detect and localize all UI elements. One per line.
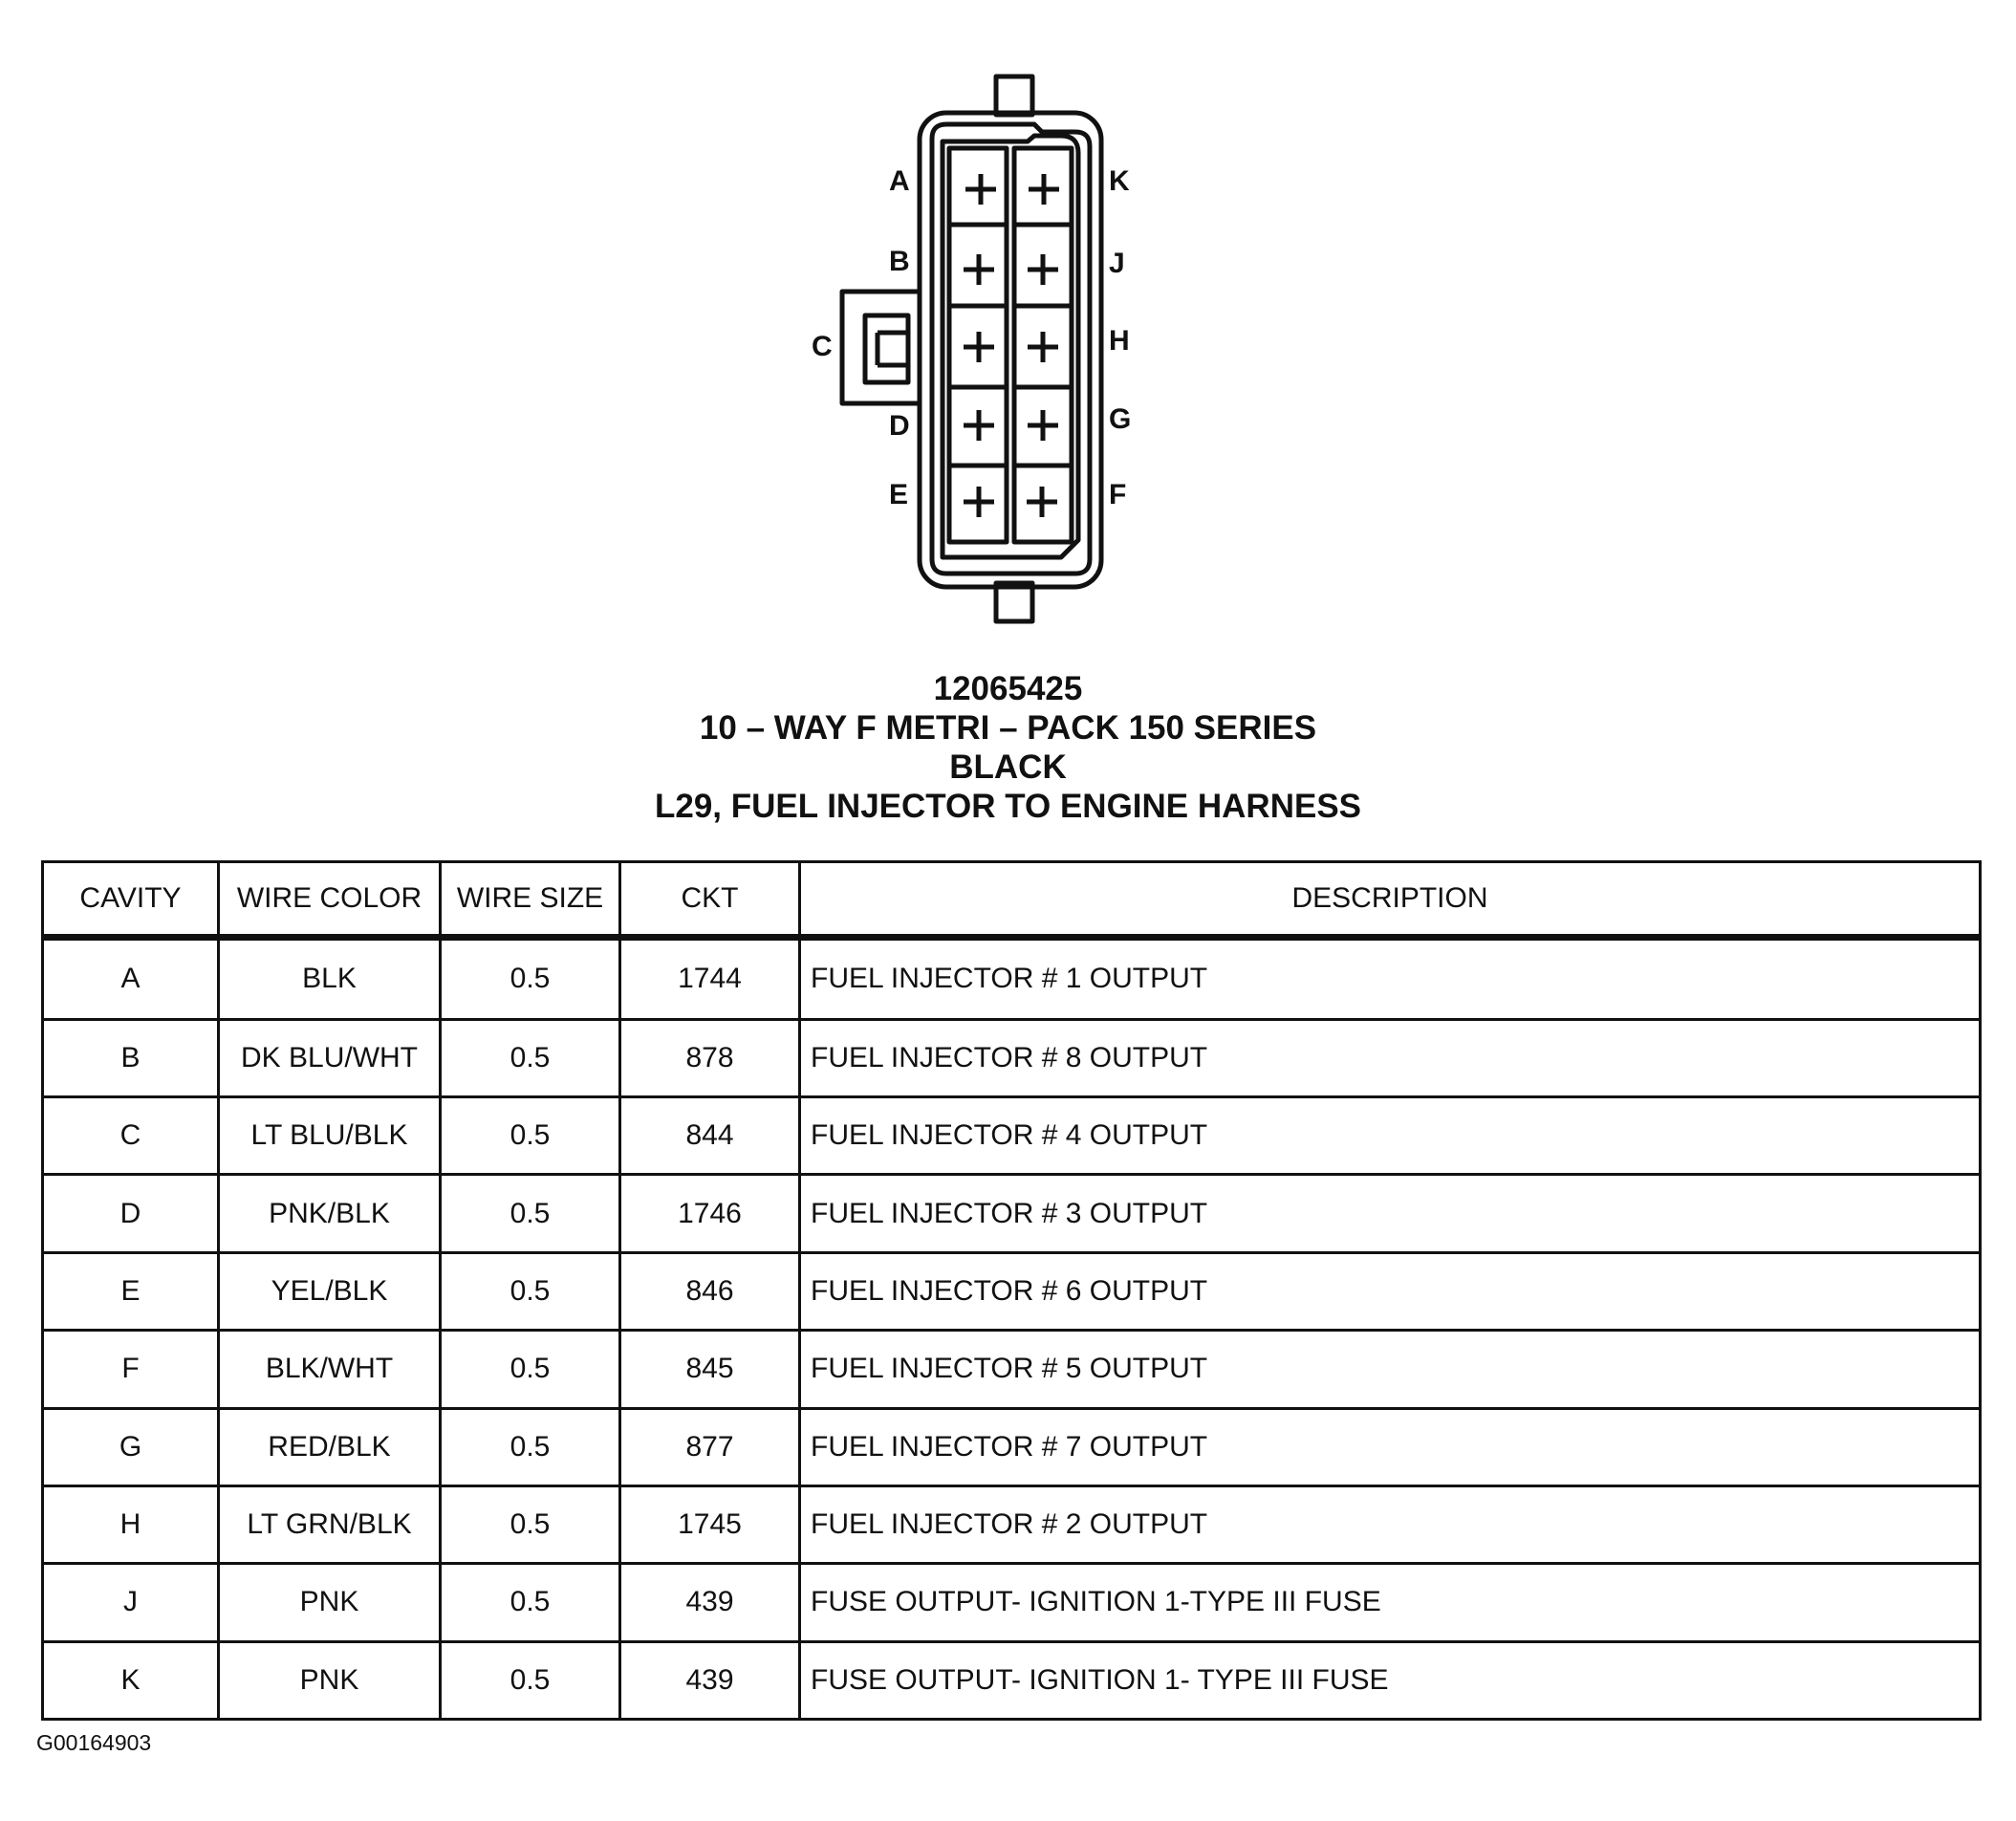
header-cavity: CAVITY bbox=[43, 862, 219, 938]
cell-cavity: E bbox=[43, 1252, 219, 1330]
pin-label-d: D bbox=[889, 410, 910, 442]
cell-ckt: 845 bbox=[620, 1331, 800, 1408]
figure-id: G00164903 bbox=[36, 1730, 152, 1755]
cell-description: FUEL INJECTOR # 5 OUTPUT bbox=[800, 1331, 1981, 1408]
cell-cavity: C bbox=[43, 1097, 219, 1175]
cell-wire-color: PNK/BLK bbox=[219, 1175, 441, 1252]
pin-label-j: J bbox=[1109, 248, 1125, 279]
table-row bbox=[43, 1331, 1981, 1408]
cell-description: FUEL INJECTOR # 4 OUTPUT bbox=[800, 1097, 1981, 1175]
connector-inner-housing bbox=[932, 124, 1090, 574]
cell-description: FUEL INJECTOR # 8 OUTPUT bbox=[800, 1019, 1981, 1096]
pin-label-c: C bbox=[812, 331, 833, 362]
cell-ckt: 877 bbox=[620, 1408, 800, 1485]
cell-wire-color: DK BLU/WHT bbox=[219, 1019, 441, 1096]
table-row bbox=[43, 1252, 1981, 1330]
table-row bbox=[43, 1485, 1981, 1563]
table-row bbox=[43, 1641, 1981, 1719]
cell-description: FUEL INJECTOR # 6 OUTPUT bbox=[800, 1252, 1981, 1330]
header-ckt: CKT bbox=[620, 862, 800, 938]
table-header-row bbox=[43, 862, 1981, 938]
cell-wire-size: 0.5 bbox=[441, 1408, 620, 1485]
pin-label-f: F bbox=[1109, 479, 1127, 510]
cell-wire-color: BLK/WHT bbox=[219, 1331, 441, 1408]
table-row bbox=[43, 1175, 1981, 1252]
cell-description: FUSE OUTPUT- IGNITION 1-TYPE III FUSE bbox=[800, 1564, 1981, 1641]
header-wire-color: WIRE COLOR bbox=[219, 862, 441, 938]
cell-wire-color: LT GRN/BLK bbox=[219, 1485, 441, 1563]
cell-cavity: H bbox=[43, 1485, 219, 1563]
cell-wire-color: PNK bbox=[219, 1641, 441, 1719]
cell-ckt: 878 bbox=[620, 1019, 800, 1096]
cell-description: FUEL INJECTOR # 2 OUTPUT bbox=[800, 1485, 1981, 1563]
table-row bbox=[43, 1019, 1981, 1096]
connector-usage: L29, FUEL INJECTOR TO ENGINE HARNESS bbox=[654, 788, 1362, 825]
connector-top-latch bbox=[996, 76, 1032, 115]
connector-series: 10 – WAY F METRI – PACK 150 SERIES bbox=[699, 709, 1317, 747]
table-row bbox=[43, 1097, 1981, 1175]
pin-label-h: H bbox=[1109, 325, 1130, 357]
cell-cavity: K bbox=[43, 1641, 219, 1719]
part-number: 12065425 bbox=[933, 670, 1083, 707]
cell-description: FUEL INJECTOR # 3 OUTPUT bbox=[800, 1175, 1981, 1252]
table-row bbox=[43, 1564, 1981, 1641]
cell-ckt: 1746 bbox=[620, 1175, 800, 1252]
cell-cavity: G bbox=[43, 1408, 219, 1485]
table-row bbox=[43, 1408, 1981, 1485]
connector-diagram bbox=[0, 0, 2016, 650]
cell-wire-color: YEL/BLK bbox=[219, 1252, 441, 1330]
cell-wire-color: PNK bbox=[219, 1564, 441, 1641]
connector-title-block bbox=[0, 669, 2016, 826]
cell-ckt: 846 bbox=[620, 1252, 800, 1330]
cell-cavity: B bbox=[43, 1019, 219, 1096]
cell-wire-size: 0.5 bbox=[441, 938, 620, 1020]
pin-label-a: A bbox=[889, 165, 910, 197]
cell-wire-size: 0.5 bbox=[441, 1019, 620, 1096]
cell-wire-size: 0.5 bbox=[441, 1485, 620, 1563]
pinout-table bbox=[41, 860, 1982, 1721]
pin-label-g: G bbox=[1109, 403, 1132, 435]
pin-label-b: B bbox=[889, 246, 910, 277]
cell-wire-size: 0.5 bbox=[441, 1641, 620, 1719]
pin-label-e: E bbox=[889, 479, 909, 510]
cell-description: FUEL INJECTOR # 7 OUTPUT bbox=[800, 1408, 1981, 1485]
cell-wire-color: BLK bbox=[219, 938, 441, 1020]
cell-description: FUEL INJECTOR # 1 OUTPUT bbox=[800, 938, 1981, 1020]
connector-color: BLACK bbox=[949, 748, 1067, 786]
cell-wire-color: LT BLU/BLK bbox=[219, 1097, 441, 1175]
cell-ckt: 1744 bbox=[620, 938, 800, 1020]
cell-cavity: F bbox=[43, 1331, 219, 1408]
cell-ckt: 439 bbox=[620, 1564, 800, 1641]
cell-ckt: 844 bbox=[620, 1097, 800, 1175]
cell-cavity: D bbox=[43, 1175, 219, 1252]
table-row bbox=[43, 938, 1981, 1020]
cell-cavity: J bbox=[43, 1564, 219, 1641]
cell-description: FUSE OUTPUT- IGNITION 1- TYPE III FUSE bbox=[800, 1641, 1981, 1719]
cell-wire-size: 0.5 bbox=[441, 1175, 620, 1252]
connector-side-key-detail bbox=[865, 315, 908, 382]
header-description: DESCRIPTION bbox=[800, 862, 1981, 938]
cell-wire-size: 0.5 bbox=[441, 1331, 620, 1408]
cell-wire-size: 0.5 bbox=[441, 1564, 620, 1641]
pin-label-k: K bbox=[1109, 165, 1130, 197]
cell-ckt: 1745 bbox=[620, 1485, 800, 1563]
cell-ckt: 439 bbox=[620, 1641, 800, 1719]
cell-wire-size: 0.5 bbox=[441, 1097, 620, 1175]
cell-wire-color: RED/BLK bbox=[219, 1408, 441, 1485]
cell-wire-size: 0.5 bbox=[441, 1252, 620, 1330]
header-wire-size: WIRE SIZE bbox=[441, 862, 620, 938]
cell-cavity: A bbox=[43, 938, 219, 1020]
